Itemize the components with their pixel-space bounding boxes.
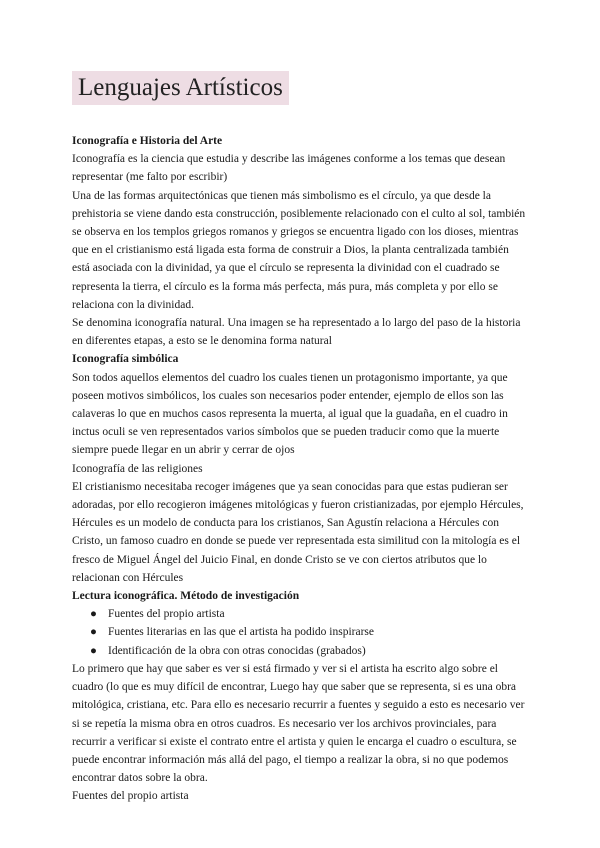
bullet-icon: ● <box>90 644 97 657</box>
section-heading-iconografia-religiones: Iconografía de las religiones <box>72 462 203 475</box>
list-item <box>72 605 528 623</box>
title-highlight <box>72 71 289 105</box>
sources-list <box>72 605 528 660</box>
list-item-label: Fuentes literarias en las que el artista ha podido inspirarse <box>108 626 375 639</box>
paragraph: Se denomina iconografía natural. Una imagen se ha representado a lo largo del paso de la historia en diferentes etapas, a esto se le denomina forma natural <box>72 317 521 348</box>
paragraph: Lo primero que hay que saber es ver si está firmado y ver si el artista ha escrito algo sobre el cuadro (lo que es muy difícil de encontrar, Luego hay que saber que se representa, si es una obra mitológica, cristiana, etc. Para ello es necesario recurrir a fuentes y seguido a esto es necesario ver si se repetía la misma obra en otros cuadros. Es necesario ver los archivos provinciales, para recurrir a verificar si existe el contrato entre el artista y quien le encarga el cuadro o escultura, se puede encontrar información más allá del pago, el tiempo a realizar la obra, si no que podemos encontrar datos sobre la obra. <box>72 662 525 785</box>
page-title: Lenguajes Artísticos <box>78 74 283 101</box>
paragraph: Iconografía es la ciencia que estudia y describe las imágenes conforme a los temas que desean representar (me falto por escribir) <box>72 153 506 184</box>
bullet-icon: ● <box>90 608 97 621</box>
list-item <box>72 642 528 660</box>
paragraph: Fuentes del propio artista <box>72 790 189 803</box>
list-item-label: Fuentes del propio artista <box>108 608 225 621</box>
section-heading-iconografia-simbolica: Iconografía simbólica <box>72 353 179 366</box>
document-body <box>72 132 528 806</box>
section-heading-iconografia-historia: Iconografía e Historia del Arte <box>72 135 223 147</box>
paragraph: Son todos aquellos elementos del cuadro los cuales tienen un protagonismo importante, ya que poseen motivos simbólicos, los cuales son necesarios poder entender, ejemplo de ellos son las calaveras lo que en muchos casos representa la muerta, al igual que la guadaña, en el cuadro in inctus oculi se ven representados varios símbolos que se pueden traducir como que la muerte siempre puede llegar en un abrir y cerrar de ojos <box>72 371 508 457</box>
paragraph: El cristianismo necesitaba recoger imágenes que ya sean conocidas para que estas pudieran ser adoradas, por ello recogieron imágenes mitológicas y fueron cristianizadas, por ejemplo Hércules, Hércules es un modelo de conducta para los cristianos, San Agustín relaciona a Hércules con Cristo, un famoso cuadro en donde se puede ver representada esta similitud con la mitología es el fresco de Miguel Ángel del Juicio Final, en donde Cristo se ve con ciertos atributos que lo relacionan con Hércules <box>72 480 524 584</box>
paragraph: Una de las formas arquitectónicas que tienen más simbolismo es el círculo, ya que desde la prehistoria se viene dando esta construcción, posiblemente relacionado con el culto al sol, también se observa en los templos griegos romanos y griegos se encuentra ligado con los dioses, mientras que en el cristianismo está ligada esta forma de construir a Dios, la planta centralizada también está asociada con la divinidad, ya que el círculo se representa la divinidad con el cuadrado se representa la tierra, el círculo es la forma más perfecta, más pura, más completa y por ello se relaciona con la divinidad. <box>72 189 526 311</box>
list-item <box>72 623 528 641</box>
section-heading-lectura-iconografica: Lectura iconográfica. Método de investigación <box>72 590 300 603</box>
list-item-label: Identificación de la obra con otras conocidas (grabados) <box>108 644 366 657</box>
bullet-icon: ● <box>90 626 97 639</box>
